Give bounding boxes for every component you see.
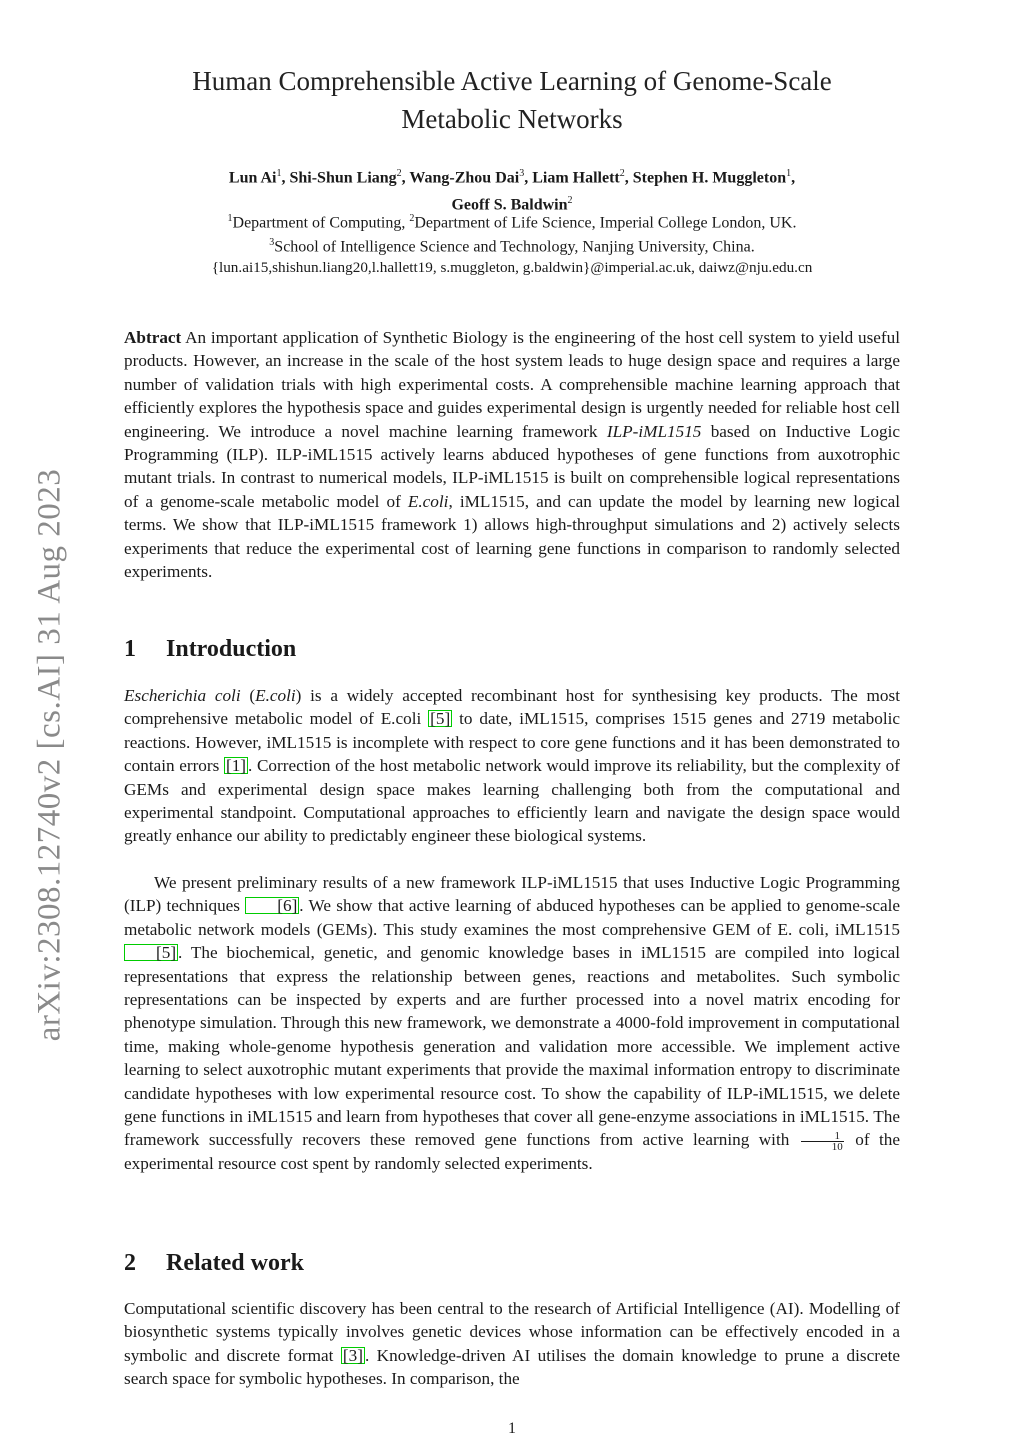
body-text: . Knowledge-driven AI utilises the domain knowledge to prune a discrete search space for symbolic hypotheses. In comparison, the	[124, 1345, 901, 1389]
abstract	[124, 326, 900, 583]
affil-sup: 2	[409, 213, 415, 224]
body-text: . Correction of the host metabolic network would improve its reliability, but the complexity of GEMs and experimental design space makes learning challenging both from the computational and experimental standpoint. Computational approaches to efficiently learn and navigate the design space would greatly enhance our ability to predictably engineer these biological systems.	[124, 756, 900, 846]
page-number: 1	[508, 1420, 516, 1437]
fraction	[801, 1131, 844, 1152]
section-title: Related work	[166, 1250, 304, 1276]
author-name: Wang-Zhou Dai	[409, 169, 520, 187]
section-heading-introduction	[124, 636, 296, 663]
body-text: . The biochemical, genetic, and genomic knowledge bases in iML1515 are compiled into logical representations that express the relationship between genes, reactions and metabolites. Such symbolic representations can be inspected by experts and are further processed into a novel matrix encoding for phenotype simulation. Through this new framework, we demonstrate a 4000-fold improvement in computational time, making whole-genome hypothesis generation and validation more accessible. We implement active learning to select auxotrophic mutant experiments that provide the maximal information entropy to discriminate candidate hypotheses with low experimental resource cost. To show the capability of ILP-iML1515, we delete gene functions in iML1515 and learn from hypotheses that cover all gene-enzyme associations in iML1515. The framework successfully recovers these removed gene functions from active learning with	[124, 943, 900, 1150]
body-text: to date, iML1515, comprises 1515 genes and 2719 metabolic reactions. However, iML1515 is incomplete with respect to core gene functions and it has been demonstrated to contain errors	[124, 709, 901, 776]
author-list: Lun Ai$^1$, Shi-Shun Liang$^2$, Wang-Zhou Dai$^3$, Liam Hallett$^2$, Stephen H. Muggleton$^1$, Geoff S. Baldwin$^2$	[228, 168, 796, 214]
author-name: Lun Ai	[228, 169, 277, 187]
author-name: Geoff S. Baldwin	[451, 196, 568, 214]
body-text: . We show that active learning of abduced hypotheses can be applied to genome-scale metabolic network models (GEMs). This study examines the most comprehensive GEM of E. coli, iML1515	[124, 896, 900, 939]
abstract-emphasis: E.coli	[407, 491, 449, 511]
body-text: We present preliminary results of a new framework ILP-iML1515 that uses Inductive Logic Programming (ILP) techniques	[124, 873, 900, 916]
affil-sup: 3	[269, 237, 275, 248]
author-name: Stephen H. Muggleton	[632, 169, 787, 187]
body-text: of the experimental resource cost spent by randomly selected experiments.	[124, 1130, 900, 1174]
author-affil-sup: 3	[519, 168, 525, 179]
author-name: Shi-Shun Liang	[289, 169, 397, 187]
paper-title	[124, 62, 900, 138]
citation-link[interactable]: [5]	[124, 944, 178, 961]
abstract-text: , iML1515, and can update the model by learning new logical terms. We show that ILP-iML1515 framework 1) allows high-throughput simulations and 2) actively selects experiments that reduce the experimental cost of learning gene functions in comparison to randomly selected experiments.	[124, 491, 900, 582]
author-emails: {lun.ai15,shishun.liang20,l.hallett19, s.muggleton, g.baldwin}@imperial.ac.uk, daiwz@nju.edu.cn	[211, 259, 813, 276]
body-text: Computational scientific discovery has been central to the research of Artificial Intelligence (AI). Modelling of biosynthetic systems typically involves genetic devices whose information can be effectively encoded in a symbolic and discrete format	[124, 1299, 900, 1365]
arxiv-identifier: arXiv:2308.12740v2 [cs.AI] 31 Aug 2023	[31, 468, 68, 1042]
fraction-denominator: 10	[831, 1141, 843, 1154]
section-heading-related-work	[124, 1250, 304, 1277]
author-affil-sup: 2	[396, 168, 402, 179]
affiliation-line-2	[124, 232, 900, 258]
abstract-emphasis: ILP-iML1515	[606, 421, 702, 441]
affil-sup: 1	[227, 213, 233, 224]
author-affil-sup: 2	[567, 195, 573, 207]
citation-link[interactable]: [6]	[245, 897, 299, 914]
affil-text: Department of Computing,	[232, 214, 410, 232]
species-abbrev: E.coli	[255, 686, 296, 705]
intro-paragraph-2	[124, 871, 900, 1175]
title-line-1: Human Comprehensible Active Learning of Genome-Scale	[192, 66, 832, 96]
citation-link[interactable]: [3]	[342, 1345, 363, 1365]
affiliation-line-1	[124, 208, 900, 234]
species-name: Escherichia coli	[124, 686, 241, 705]
affil-text: Department of Life Science, Imperial College London, UK.	[414, 214, 797, 232]
author-affil-sup: 2	[619, 168, 625, 179]
author-name: Liam Hallett	[532, 169, 620, 187]
fraction-numerator: 1	[801, 1131, 844, 1142]
section-title: Introduction	[166, 636, 297, 662]
author-affil-sup: 1	[786, 168, 792, 179]
abstract-label: Abtract	[124, 328, 182, 347]
intro-paragraph-1	[124, 684, 900, 848]
citation-link[interactable]: [1]	[225, 756, 247, 776]
section-number: 1	[124, 636, 136, 662]
title-line-2: Metabolic Networks	[401, 104, 623, 134]
section-number: 2	[124, 1250, 136, 1276]
citation-link[interactable]: [5]	[430, 709, 451, 729]
author-affil-sup: 1	[276, 168, 282, 179]
body-text: (	[240, 686, 256, 705]
body-text: ) is a widely accepted recombinant host for synthesising key products. The most comprehensive metabolic model of E.coli	[124, 686, 900, 729]
related-work-paragraph-1	[124, 1297, 900, 1391]
arxiv-sidebar	[20, 455, 80, 1055]
affil-text: School of Intelligence Science and Technology, Nanjing University, China.	[274, 238, 755, 256]
abstract-text: based on Inductive Logic Programming (ILP). ILP-iML1515 actively learns abduced hypotheses of gene functions from auxotrophic mutant trials. In contrast to numerical models, ILP-iML1515 is built on comprehensible logical representations of a genome-scale metabolic model of	[124, 421, 900, 511]
abstract-text: An important application of Synthetic Biology is the engineering of the host cell system to yield useful products. However, an increase in the scale of the host system leads to huge design space and requires a large number of validation trials with high experimental costs. A comprehensible machine learning approach that efficiently explores the hypothesis space and guides experimental design is urgently needed for reliable host cell engineering. We introduce a novel machine learning framework	[124, 328, 900, 441]
